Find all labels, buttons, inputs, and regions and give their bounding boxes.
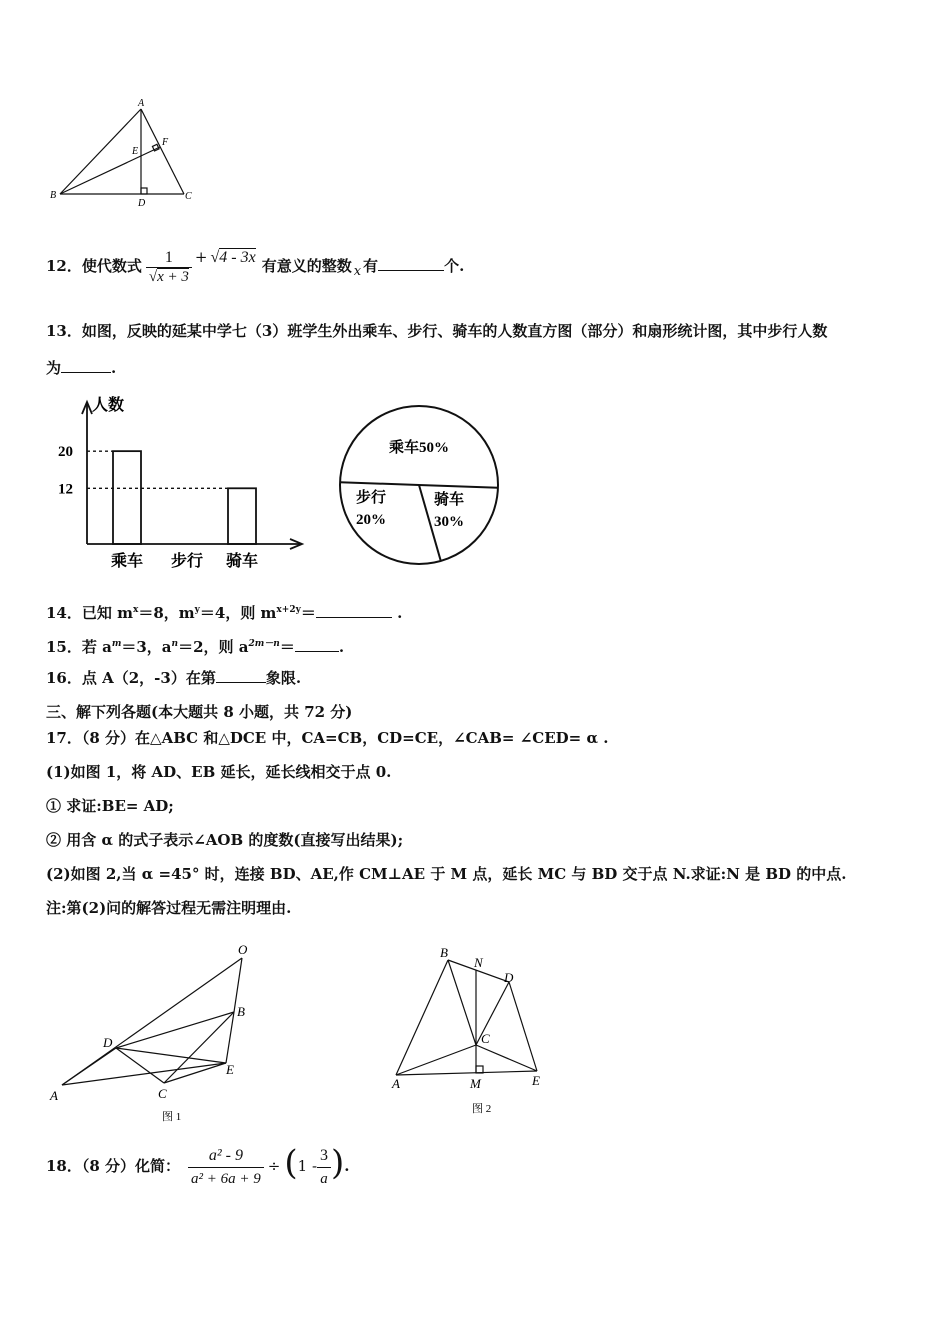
- label-a: A: [392, 1076, 400, 1091]
- question-13-line2: [46, 358, 116, 378]
- label-e: E: [532, 1073, 540, 1088]
- question-14: [46, 600, 402, 623]
- q18-fraction: [188, 1145, 264, 1190]
- question-17-line3: ① 求证:BE= AD;: [46, 797, 174, 815]
- caption-figure-1: 图 1: [162, 1111, 182, 1123]
- segment-ac: [141, 109, 184, 194]
- segment-bc: [448, 960, 476, 1045]
- pie-label-2-0: 骑车: [433, 492, 465, 508]
- question-18: [46, 1140, 350, 1192]
- y-tick-label-20: 20: [58, 444, 73, 461]
- label-d: D: [138, 198, 146, 208]
- q12-frac-den-radicand: x + 3: [157, 268, 189, 285]
- q18-inner-den: a: [320, 1170, 328, 1187]
- question-17-line6: 注:第(2)问的解答过程无需注明理由.: [46, 899, 292, 917]
- segment-ae: [396, 1071, 537, 1075]
- label-d: D: [103, 1035, 113, 1050]
- q15-sup3: 2m－n: [248, 639, 280, 649]
- label-f: F: [162, 137, 169, 148]
- q15-sup2: n: [171, 639, 179, 649]
- q12-fraction: [146, 249, 192, 286]
- q18-inner-num: 3: [317, 1145, 331, 1168]
- figure-2: [384, 940, 554, 1120]
- pie-chart: [336, 402, 502, 568]
- q15-mid3: ＝: [279, 638, 295, 656]
- figure-triangle-q11: [46, 96, 206, 208]
- bar-骑车: [228, 488, 256, 544]
- x-category-label-步行: 步行: [170, 553, 204, 570]
- label-a: A: [50, 1088, 58, 1103]
- q16-answer-blank: [216, 668, 266, 683]
- section-3-heading: 三、解下列各题(本大题共 8 小题，共 72 分): [46, 703, 353, 721]
- segment-ae: [62, 1063, 226, 1085]
- q12-middle: 有意义的整数: [261, 257, 352, 275]
- pie-boundary-0: [340, 482, 419, 485]
- q12-root2: √4 - 3x: [210, 249, 256, 266]
- y-axis-label: 人数: [92, 397, 125, 414]
- label-e: E: [132, 146, 139, 157]
- question-13-line1: 13．如图，反映的延某中学七（3）班学生外出乘车、步行、骑车的人数直方图（部分）和扇形统计图，其中步行人数: [46, 322, 828, 340]
- question-15: [46, 634, 344, 657]
- segment-de: [509, 982, 537, 1071]
- q12-frac-num: 1: [146, 249, 192, 268]
- right-angle-mark-d: [141, 188, 147, 194]
- label-m: M: [470, 1076, 481, 1091]
- y-tick-label-12: 12: [58, 481, 73, 498]
- q18-suffix: .: [344, 1157, 350, 1175]
- q14-mid2: ＝4，则 m: [199, 604, 277, 622]
- question-12: [46, 246, 464, 286]
- q15-answer-blank: [295, 637, 339, 652]
- q18-prefix: 18．（8 分）化简：: [46, 1157, 181, 1175]
- q14-answer-blank: [316, 603, 392, 618]
- q12-root2-radicand: 4 - 3x: [219, 249, 256, 266]
- question-17-line1: 17．（8 分）在△ABC 和△DCE 中，CA=CB，CD=CE，∠CAB= ∠CED= α .: [46, 729, 609, 747]
- pie-boundary-1: [419, 485, 498, 488]
- q15-suffix: .: [338, 638, 345, 656]
- label-d: D: [504, 970, 514, 985]
- q15-mid1: ＝3，a: [121, 638, 172, 656]
- q13-line2-suffix: .: [111, 359, 117, 377]
- q16-prefix: 16．点 A（2，-3）在第: [46, 669, 216, 687]
- q18-num: a² - 9: [188, 1145, 264, 1168]
- question-17-line2: (1)如图 1，将 AD、EB 延长，延长线相交于点 0.: [46, 763, 392, 781]
- label-b: B: [237, 1004, 245, 1019]
- label-e: E: [226, 1062, 234, 1077]
- q12-plus: +: [194, 248, 208, 266]
- q13-answer-blank: [61, 358, 111, 373]
- q15-sup1: m: [111, 639, 122, 649]
- q14-suffix: .: [391, 604, 403, 622]
- x-category-label-骑车: 骑车: [225, 553, 259, 570]
- label-b: B: [50, 190, 57, 201]
- label-c: C: [158, 1086, 167, 1101]
- pie-label-1-0: 步行: [355, 490, 387, 506]
- label-b: B: [440, 945, 448, 960]
- q14-mid1: ＝8，m: [138, 604, 195, 622]
- q14-mid3: ＝: [300, 604, 316, 622]
- caption-figure-2: 图 2: [472, 1103, 492, 1115]
- segment-ce: [476, 1045, 537, 1071]
- q12-var: x: [353, 264, 362, 279]
- q18-den: a² + 6a + 9: [191, 1170, 261, 1187]
- q12-frac-den: √x + 3: [148, 268, 189, 285]
- label-c: C: [185, 191, 192, 202]
- label-n: N: [474, 955, 483, 970]
- q12-suffix-b: 个.: [444, 257, 465, 275]
- segment-ab: [60, 109, 141, 194]
- question-17-line5: (2)如图 2,当 α =45° 时，连接 BD、AE,作 CM⊥AE 于 M 点，延长 MC 与 BD 交于点 N.求证:N 是 BD 的中点.: [46, 865, 847, 883]
- q14-sup3: x+2y: [276, 605, 301, 615]
- q13-line2-prefix: 为: [46, 359, 62, 377]
- q15-mid2: ＝2，则 a: [178, 638, 249, 656]
- q14-prefix: 14．已知 m: [46, 604, 133, 622]
- q18-div: ÷: [267, 1157, 281, 1175]
- question-17-line4: ② 用含 α 的式子表示∠AOB 的度数(直接写出结果);: [46, 831, 404, 849]
- right-angle-mark-f: [152, 144, 159, 151]
- label-c: C: [481, 1031, 490, 1046]
- bar-chart: [52, 394, 312, 574]
- question-16: [46, 668, 301, 688]
- q18-inner-left: 1 -: [297, 1157, 318, 1175]
- segment-ad: [62, 1048, 116, 1085]
- q14-sup2: y: [194, 605, 200, 615]
- right-angle-mark-m: [476, 1066, 483, 1073]
- q18-paren-left: (: [284, 1143, 298, 1183]
- q12-answer-blank: [378, 256, 444, 271]
- segment-ab: [396, 960, 448, 1075]
- label-a: A: [138, 98, 145, 109]
- q16-suffix: 象限.: [265, 669, 302, 687]
- q18-paren-right: ): [331, 1143, 345, 1183]
- figure-1: [44, 940, 264, 1126]
- pie-label-1-1: 20%: [356, 512, 386, 528]
- label-o: O: [238, 942, 248, 957]
- q12-suffix-a: 有: [363, 257, 379, 275]
- pie-label-2-1: 30%: [434, 514, 464, 530]
- x-category-label-乘车: 乘车: [110, 553, 144, 570]
- q12-prefix: 12．使代数式: [46, 257, 142, 275]
- q15-prefix: 15．若 a: [46, 638, 112, 656]
- segment-bf: [60, 147, 160, 194]
- bar-乘车: [113, 451, 141, 544]
- q14-sup1: x: [132, 605, 139, 615]
- q18-inner-fraction: [317, 1145, 331, 1190]
- pie-label-0-0: 乘车50%: [388, 440, 450, 456]
